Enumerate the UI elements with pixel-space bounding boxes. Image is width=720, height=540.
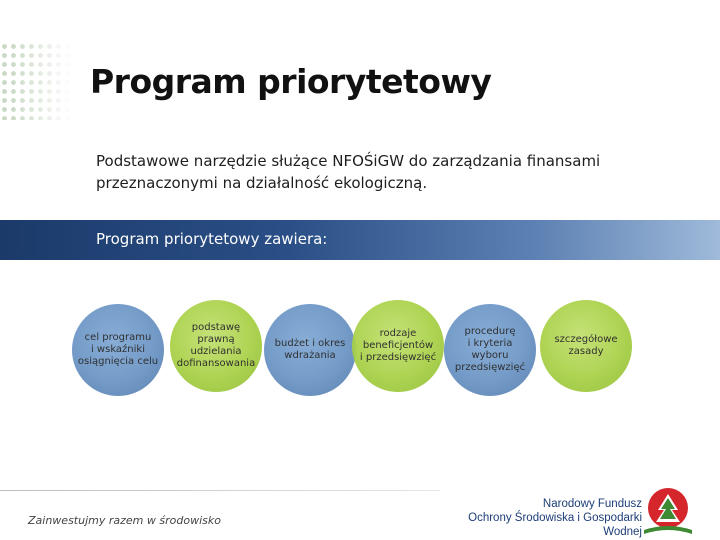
circle-text-line: zasady [568,346,604,357]
page-title: Program priorytetowy [90,62,492,101]
circle-text-line: i kryteria [467,338,513,349]
nfosigw-logo-icon [640,484,696,536]
circle-text-line: udzielania [190,346,242,357]
circle-text-line: podstawę [191,322,241,333]
circle-text-line: i wskaźniki [90,344,145,355]
footer-slogan: Zainwestujmy razem w środowisko [28,514,221,527]
circle-beneficiaries [352,300,444,392]
organization-name [452,497,642,539]
dot-grid-decoration [0,42,72,120]
circle-procedure-criteria [444,304,536,396]
footer-divider [0,490,440,491]
circle-text-line: procedurę [464,326,516,337]
organization-name-line2: Ochrony Środowiska i Gospodarki Wodnej [468,512,642,538]
section-band-label: Program priorytetowy zawiera: [96,230,328,248]
intro-text: Podstawowe narzędzie służące NFOŚiGW do zarządzania finansami przeznaczonymi na działalność ekologiczną. [96,152,601,192]
circle-text-line: cel programu [84,332,152,343]
circle-text-line: osiągnięcia celu [77,356,159,367]
circle-legal-basis [170,300,262,392]
circle-text-line: rodzaje [379,328,417,339]
circle-text-line: budżet i okres [274,338,346,349]
circle-text-line: beneficjentów [362,340,434,351]
circle-budget-period [264,304,356,396]
organization-name-line1: Narodowy Fundusz [542,498,642,510]
circle-detailed-rules [540,300,632,392]
circle-goal-indicators [72,304,164,396]
circle-text-line: prawną [197,334,235,345]
circle-text-line: dofinansowania [176,358,256,369]
circle-text-line: wyboru [471,350,509,361]
circle-text-line: i przedsięwzięć [359,352,437,363]
circle-text-line: przedsięwzięć [454,362,526,373]
section-band [0,220,720,260]
circle-text-line: szczegółowe [554,334,618,345]
circle-text-line: wdrażania [284,350,336,361]
